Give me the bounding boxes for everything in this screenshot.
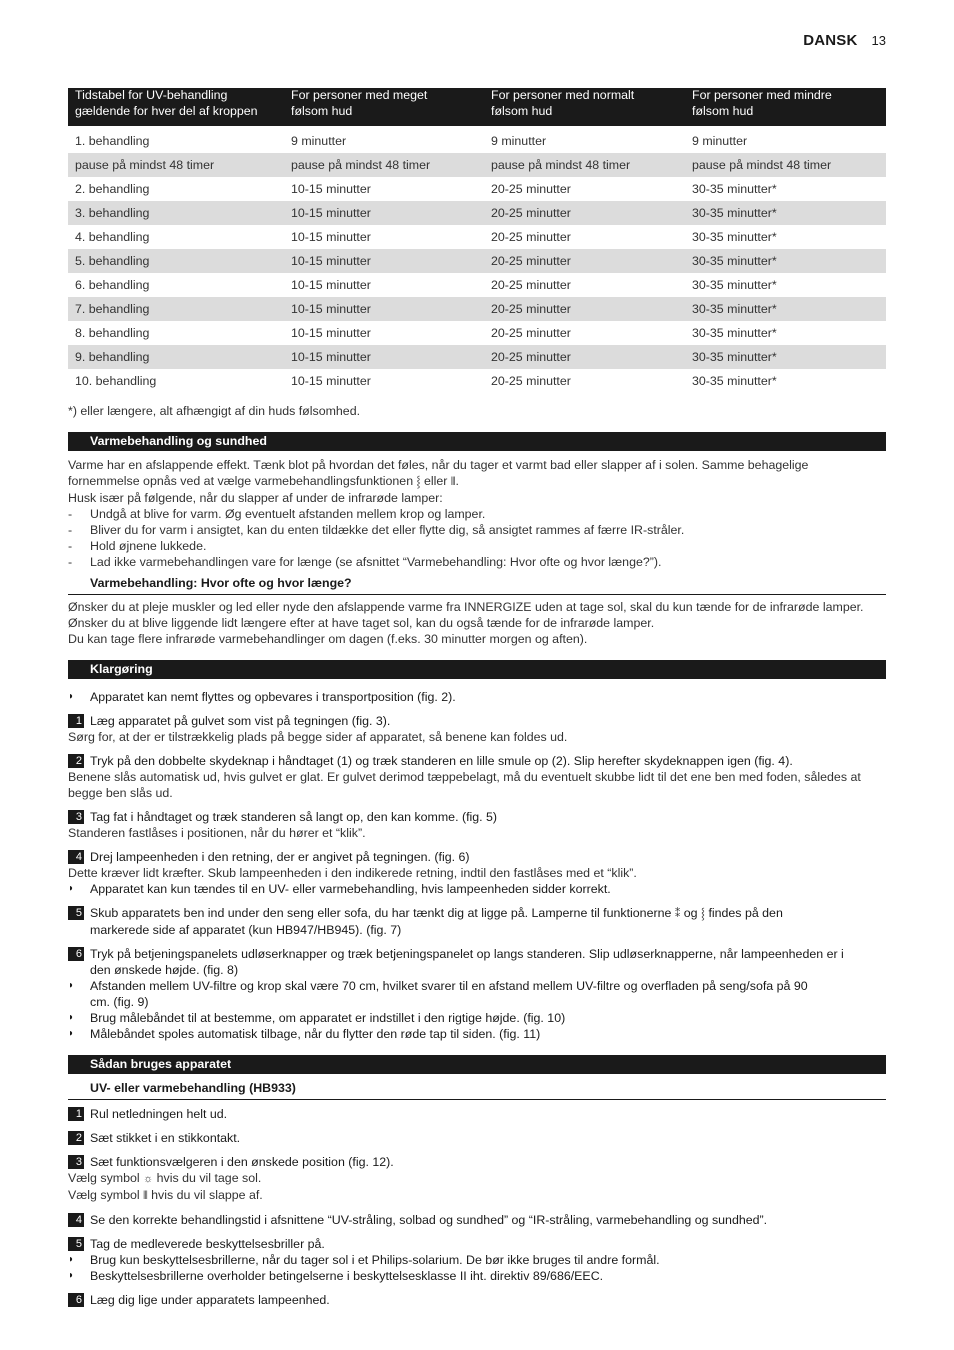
step-note: Vælg symbol ☼ hvis du vil tage sol. — [68, 1171, 262, 1185]
table-cell: 10-15 minutter — [284, 249, 484, 273]
table-cell: 20-25 minutter — [491, 278, 571, 292]
paragraph: fornemmelse opnås ved at vælge varmebehandlingsfunktionen ⸾ eller ⫴. — [68, 474, 459, 488]
step: 5 Tag de medleverede beskyttelsesbriller på. — [68, 1236, 886, 1252]
table-cell: pause på mindst 48 timer — [484, 153, 685, 177]
heat-single-icon: ⸾ — [416, 476, 421, 488]
bullet-item: ◗ Apparatet kan kun tændes til en UV- eller varmebehandling, hvis lampeenheden sidder korrekt. — [68, 882, 611, 896]
table-row — [68, 177, 886, 201]
list-item: - Undgå at blive for varm. Øg eventuelt afstanden mellem krop og lamper. — [68, 507, 486, 521]
step: 3 Sæt funktionsvælgeren i den ønskede position (fig. 12). — [68, 1154, 886, 1170]
section-heading-heat: Varmebehandling og sundhed — [68, 432, 886, 451]
bullet-item: ◗ Målebåndet spoles automatisk tilbage, når du flytter den røde tap til siden. (fig. 11) — [68, 1027, 541, 1041]
step: 2 Tryk på den dobbelte skydeknap i håndtaget (1) og træk standeren en lille smule op (2). Slip herefter skydeknappen igen (fig. 4). — [68, 753, 886, 769]
table-cell: 30-35 minutter* — [692, 278, 777, 292]
heat-triple-icon: ⫴ — [450, 476, 456, 488]
page-header — [803, 33, 886, 49]
table-cell: 20-25 minutter — [484, 297, 685, 321]
step-note: Standeren fastlåses i positionen, når du hører et “klik”. — [68, 826, 366, 840]
bullet-continuation: cm. (fig. 9) — [90, 995, 149, 1009]
list-item: - Bliver du for varm i ansigtet, kan du enten tildække det eller flytte dig, så ansigtet rammes af færre IR-stråler. — [68, 523, 685, 537]
table-cell: 30-35 minutter* — [692, 182, 777, 196]
bullet-item: ◗ Brug målebåndet til at bestemme, om apparatet er indstillet i den rigtige højde. (fig. 10) — [68, 1011, 566, 1025]
table-header-cell: Tidstabel for UV-behandling gældende for hver del af kroppen — [68, 88, 284, 126]
table-cell: 3. behandling — [68, 201, 284, 225]
uv-schedule-table — [68, 88, 886, 393]
table-cell: 30-35 minutter* — [685, 201, 886, 225]
table-cell: 20-25 minutter — [484, 201, 685, 225]
table-cell: 10-15 minutter — [284, 345, 484, 369]
paragraph: Du kan tage flere infrarøde varmebehandlinger om dagen (f.eks. 30 minutter morgen og aften). — [68, 632, 588, 646]
table-cell: 20-25 minutter — [484, 345, 685, 369]
step-note: Benene slås automatisk ud, hvis gulvet er glat. Er gulvet derimod tæppebelagt, må du eventuelt skubbe lidt til det ene ben med foden, således at — [68, 770, 861, 784]
sun-icon: ☼ — [143, 1173, 154, 1185]
table-cell: 10-15 minutter — [291, 230, 371, 244]
step-continuation: markerede side af apparatet (kun HB947/HB945). (fig. 7) — [90, 923, 402, 937]
table-cell: 9 minutter — [692, 134, 748, 148]
paragraph: Husk især på følgende, når du slapper af under de infrarøde lamper: — [68, 491, 443, 505]
step-note: Sørg for, at der er tilstrækkelig plads på begge sider af apparatet, så benene kan foldes ud. — [68, 730, 568, 744]
step-note: Dette kræver lidt kræfter. Skub lampeenheden i den indikerede retning, indtil den fastlåses med et “klik”. — [68, 866, 637, 880]
section-heading-use: Sådan bruges apparatet — [68, 1055, 886, 1074]
table-cell: pause på mindst 48 timer — [284, 153, 484, 177]
step: 6 Tryk på betjeningspanelets udløserknapper og træk betjeningspanelet op langs standeren. Slip udløserknapperne, når lampeenheden er i — [68, 946, 886, 962]
table-cell: 5. behandling — [68, 249, 284, 273]
paragraph: Ønsker du at blive liggende lidt længere efter at have taget sol, kan du også tænde for de infrarøde lamper. — [68, 616, 655, 630]
step: 1 Rul netledningen helt ud. — [68, 1106, 886, 1122]
paragraph: Varme har en afslappende effekt. Tænk blot på hvordan det føles, når du tager et varmt bad eller slapper af i solen. Samme behagelige — [68, 458, 809, 472]
step: 4 Se den korrekte behandlingstid i afsnittene “UV-stråling, solbad og sundhed” og “IR-stråling, varmebehandling og sundhed”. — [68, 1212, 886, 1228]
step: 1 Læg apparatet på gulvet som vist på tegningen (fig. 3). — [68, 713, 886, 729]
table-row — [68, 153, 886, 177]
table-cell: 20-25 minutter — [491, 374, 571, 388]
table-row — [68, 225, 886, 249]
table-cell: 10. behandling — [75, 374, 157, 388]
table-header-cell: For personer med meget følsom hud — [284, 88, 484, 126]
table-cell: 30-35 minutter* — [685, 345, 886, 369]
step: 6 Læg dig lige under apparatets lampeenhed. — [68, 1292, 886, 1308]
table-cell: 20-25 minutter — [491, 326, 571, 340]
table-row — [68, 249, 886, 273]
page-number: 13 — [871, 33, 886, 48]
table-row — [68, 369, 886, 393]
paragraph: Ønsker du at pleje muskler og led eller nyde den afslappende varme fra INNERGIZE uden at tage sol, skal du kun tænde for de infrarøde lamper. — [68, 600, 864, 614]
list-item: - Lad ikke varmebehandlingen vare for længe (se afsnittet “Varmebehandling: Hvor ofte og hvor længe?”). — [68, 555, 662, 569]
table-cell: pause på mindst 48 timer — [685, 153, 886, 177]
step: 5 Skub apparatets ben ind under den seng eller sofa, du har tænkt dig at ligge på. Lamperne til funktionerne ⁑ og ⸾ findes på den — [68, 905, 886, 922]
heat-triple-icon: ⫴ — [143, 1190, 148, 1202]
heat-tips-list — [68, 506, 886, 570]
table-cell: 7. behandling — [68, 297, 284, 321]
table-cell: 10-15 minutter — [284, 297, 484, 321]
table-cell: 10-15 minutter — [284, 201, 484, 225]
table-row — [68, 321, 886, 345]
step-note: Vælg symbol ⫴ hvis du vil slappe af. — [68, 1188, 263, 1202]
table-cell: 9 minutter — [291, 134, 347, 148]
table-cell: 30-35 minutter* — [692, 326, 777, 340]
table-row — [68, 297, 886, 321]
step: 3 Tag fat i håndtaget og træk standeren så langt op, den kan komme. (fig. 5) — [68, 809, 886, 825]
table-cell: 10-15 minutter — [291, 278, 371, 292]
table-cell: 20-25 minutter — [491, 230, 571, 244]
step: 2 Sæt stikket i en stikkontakt. — [68, 1130, 886, 1146]
step: 4 Drej lampeenheden i den retning, der er angivet på tegningen. (fig. 6) — [68, 849, 886, 865]
table-cell: 2. behandling — [75, 182, 150, 196]
step-continuation: den ønskede højde. (fig. 8) — [90, 963, 239, 977]
table-cell: 30-35 minutter* — [685, 297, 886, 321]
table-cell: 30-35 minutter* — [692, 374, 777, 388]
table-cell: 30-35 minutter* — [685, 249, 886, 273]
bullet-item: ◗ Afstanden mellem UV-filtre og krop skal være 70 cm, hvilket svarer til en afstand mellem UV-filtre og overfladen på seng/sofa på 90 — [68, 979, 808, 993]
step-note: begge ben slås ud. — [68, 786, 173, 800]
language-label: DANSK — [803, 32, 858, 49]
bullet-item: ◗ Apparatet kan nemt flyttes og opbevares i transportposition (fig. 2). — [68, 690, 456, 704]
table-cell: 6. behandling — [75, 278, 150, 292]
table-cell: 20-25 minutter — [491, 182, 571, 196]
table-cell: 9 minutter — [491, 134, 547, 148]
list-item: - Hold øjnene lukkede. — [68, 539, 207, 553]
table-cell: 10-15 minutter — [291, 182, 371, 196]
table-cell: 1. behandling — [75, 134, 150, 148]
table-footnote: *) eller længere, alt afhængigt af din huds følsomhed. — [68, 404, 361, 418]
table-header-cell: For personer med mindre følsom hud — [685, 88, 886, 126]
bullet-item: ◗ Beskyttelsesbrillerne overholder betingelserne i beskyttelsesklasse II iht. direktiv 89/686/EEC. — [68, 1269, 604, 1283]
bullet-item: ◗ Brug kun beskyttelsesbrillerne, når du tager sol i et Philips-solarium. De bør ikke bruges til andre formål. — [68, 1253, 660, 1267]
table-cell: 4. behandling — [75, 230, 150, 244]
uv-icon: ⁑ — [674, 908, 681, 920]
table-cell: 10-15 minutter — [291, 326, 371, 340]
table-header-cell: For personer med normalt følsom hud — [484, 88, 685, 126]
table-cell: 20-25 minutter — [484, 249, 685, 273]
section-heading-prep: Klargøring — [68, 660, 886, 679]
table-row — [68, 201, 886, 225]
table-row — [68, 273, 886, 297]
table-cell: 8. behandling — [75, 326, 150, 340]
table-header-row — [68, 88, 886, 126]
page-content — [68, 88, 886, 1308]
table-cell: 9. behandling — [68, 345, 284, 369]
table-cell: 10-15 minutter — [291, 374, 371, 388]
table-row — [68, 345, 886, 369]
subheading-heat-frequency: Varmebehandling: Hvor ofte og hvor længe? — [68, 575, 886, 595]
table-cell: pause på mindst 48 timer — [68, 153, 284, 177]
table-cell: 30-35 minutter* — [692, 230, 777, 244]
heat-single-icon: ⸾ — [701, 908, 705, 920]
table-row — [68, 129, 886, 153]
subheading-uv-heat: UV- eller varmebehandling (HB933) — [68, 1080, 886, 1100]
